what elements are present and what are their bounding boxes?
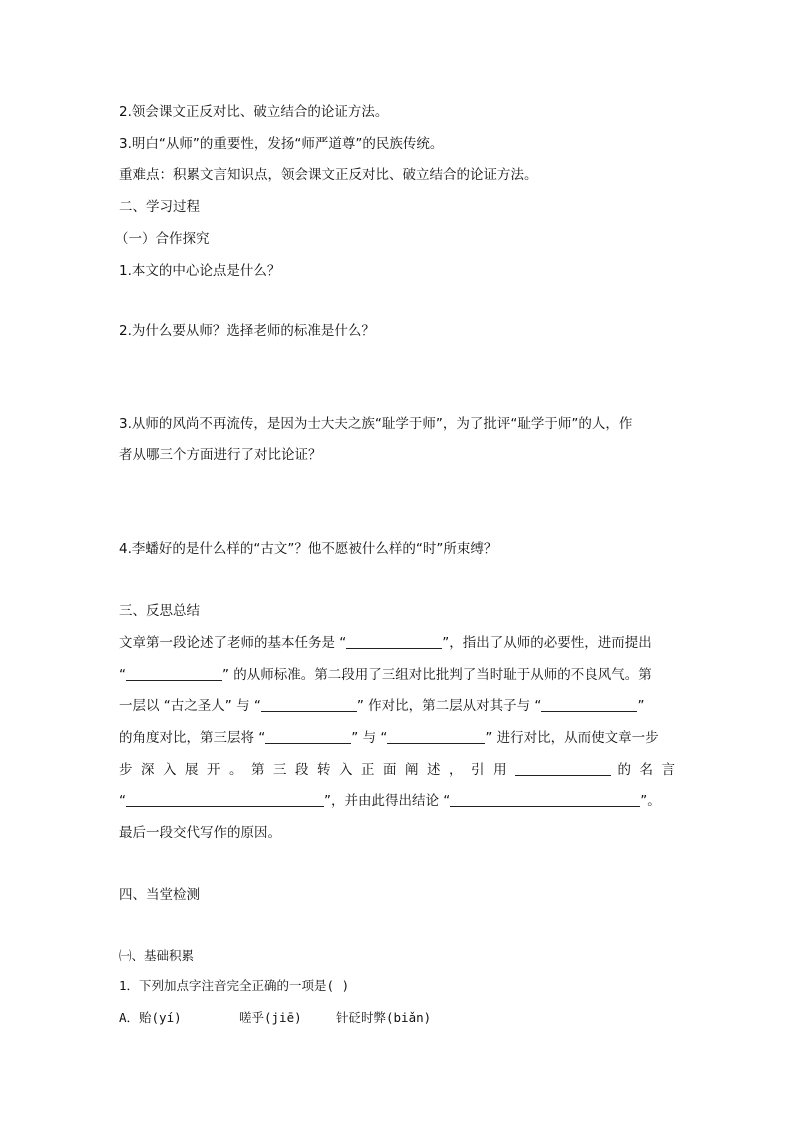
summary-text: ” 的从师标准。第二段用了三组对比批判了当时耻于从师的不良风气。第 xyxy=(222,667,652,683)
fill-blank[interactable] xyxy=(450,791,640,807)
section2-subheading: （一）合作探究 xyxy=(115,231,210,247)
summary-text: ”，并由此得出结论 “ xyxy=(324,793,451,809)
section4-subheading: ㈠、基础积累 xyxy=(119,948,195,963)
section4-heading: 四、当堂检测 xyxy=(119,887,200,903)
summary-line-2 xyxy=(119,665,652,685)
summary-text: 文章第一段论述了老师的基本任务是 “ xyxy=(119,635,347,651)
summary-line-3 xyxy=(119,696,644,716)
summary-line-4 xyxy=(119,728,659,748)
summary-text: ”，指出了从师的必要性，进而提出 xyxy=(442,635,652,651)
fill-blank[interactable] xyxy=(126,665,222,681)
summary-text: ” 与 “ xyxy=(351,730,388,746)
section3-heading: 三、反思总结 xyxy=(119,603,200,619)
option-a-item3: 针砭时弊(biǎn) xyxy=(336,1010,432,1025)
summary-text: 一层以 “古之圣人” 与 “ xyxy=(119,698,261,714)
summary-text: “ xyxy=(119,793,126,809)
question-3-line2: 者从哪三个方面进行了对比论证？ xyxy=(119,447,322,463)
question-1: 1.本文的中心论点是什么？ xyxy=(119,263,281,279)
fill-blank[interactable] xyxy=(515,760,611,776)
fill-blank[interactable] xyxy=(126,791,324,807)
fill-blank[interactable] xyxy=(265,728,351,744)
summary-text: 步 深 入 展 开 。 第 三 段 转 入 正 面 阐 述 ， 引 用 xyxy=(119,762,509,778)
question-4: 4.李蟠好的是什么样的“古文”？他不愿被什么样的“时”所束缚？ xyxy=(119,541,498,557)
summary-line-7: 最后一段交代写作的原因。 xyxy=(119,825,281,841)
option-a-line xyxy=(119,1008,432,1028)
question-3-line1: 3.从师的风尚不再流传，是因为士大夫之族“耻学于师”，为了批评“耻学于师”的人，作 xyxy=(119,416,633,432)
summary-text: ” 进行对比，从而使文章一步 xyxy=(485,730,659,746)
summary-text: 的角度对比，第三层将 “ xyxy=(119,730,266,746)
summary-text: ”。 xyxy=(640,793,661,809)
fill-blank[interactable] xyxy=(541,696,637,712)
option-a-label: A．贻(yí) xyxy=(119,1010,182,1025)
section2-heading: 二、学习过程 xyxy=(119,199,200,215)
summary-text: ” xyxy=(637,698,645,714)
summary-line-1 xyxy=(119,633,652,653)
fill-blank[interactable] xyxy=(261,696,357,712)
objective-3: 3.明白“从师”的重要性，发扬“师严道尊”的民族传统。 xyxy=(119,136,444,152)
summary-text: “ xyxy=(119,667,126,683)
summary-text: ” 作对比，第二层从对其子与 “ xyxy=(356,698,542,714)
fill-blank[interactable] xyxy=(346,633,442,649)
key-points: 重难点：积累文言知识点，领会课文正反对比、破立结合的论证方法。 xyxy=(119,167,538,183)
objective-2: 2.领会课文正反对比、破立结合的论证方法。 xyxy=(119,104,389,120)
summary-text: 的 名 言 xyxy=(617,762,676,778)
summary-line-6 xyxy=(119,791,661,811)
summary-line-5 xyxy=(119,760,675,780)
fill-blank[interactable] xyxy=(387,728,485,744)
test-question-1: 1．下列加点字注音完全正确的一项是( ) xyxy=(119,978,350,993)
question-2: 2.为什么要从师？选择老师的标准是什么？ xyxy=(119,323,375,339)
option-a-item2: 嗟乎(jiē) xyxy=(239,1010,302,1025)
